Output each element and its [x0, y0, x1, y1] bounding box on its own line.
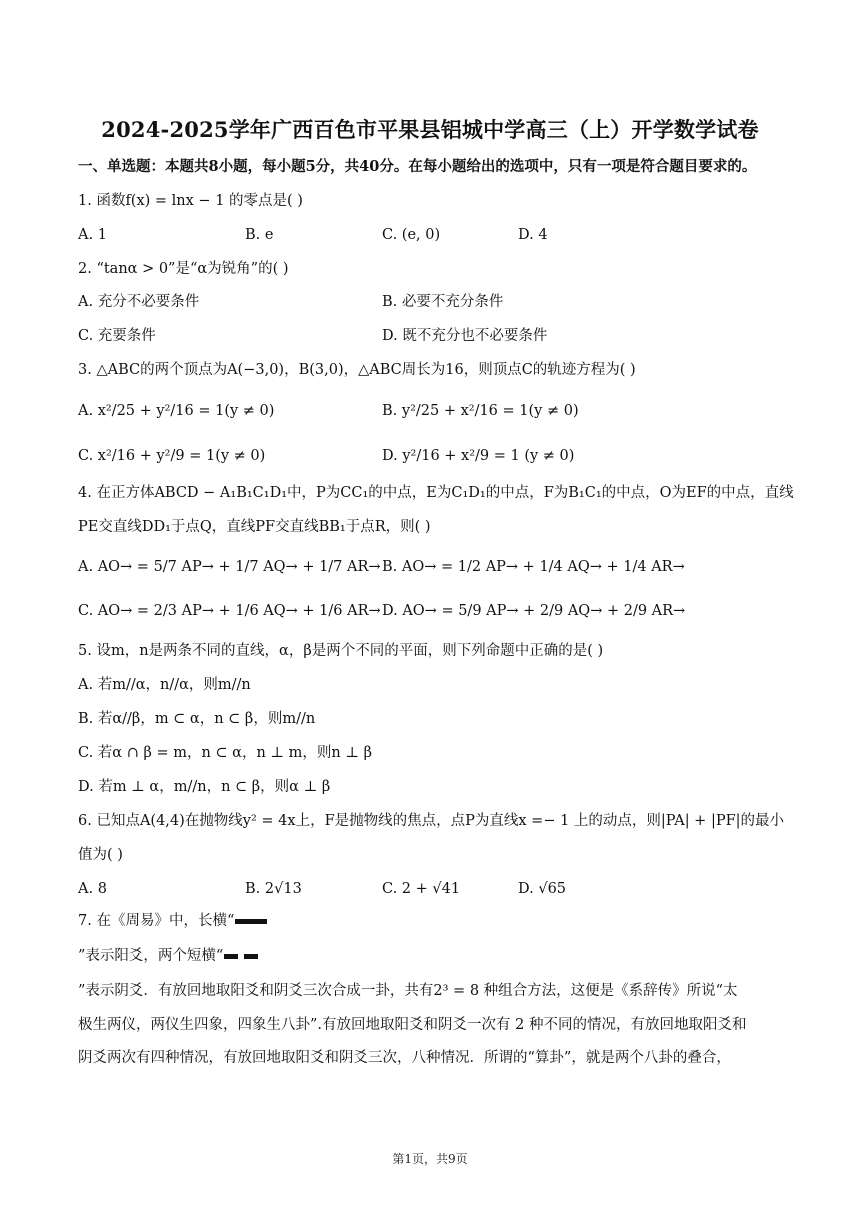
q3-option-d: D. y²/16 + x²/9 = 1 (y ≠ 0) — [382, 448, 575, 464]
q6-option-d: D. √65 — [518, 881, 567, 897]
q3-option-b: B. y²/25 + x²/16 = 1(y ≠ 0) — [382, 403, 579, 419]
q2-option-a: A. 充分不必要条件 — [78, 294, 200, 310]
page-footer: 第1页，共9页 — [392, 1152, 468, 1166]
question-7-line2 — [78, 945, 259, 967]
yang-yao-symbol — [235, 919, 267, 924]
q5-option-b: B. 若α//β，m ⊂ α，n ⊂ β，则m//n — [78, 711, 316, 727]
question-7-line3: ”表示阴爻．有放回地取阳爻和阴爻三次合成一卦，共有2³ = 8 种组合方法，这便是《系辞传》所说“太 — [78, 983, 738, 999]
q5-option-c: C. 若α ∩ β = m，n ⊂ α，n ⊥ m，则n ⊥ β — [78, 745, 372, 761]
question-7-line1 — [78, 910, 268, 932]
question-7-line5: 阴爻两次有四种情况，有放回地取阳爻和阴爻三次，八种情况．所谓的“算卦”，就是两个八卦的叠合， — [78, 1050, 731, 1066]
q1-option-a: A. 1 — [78, 227, 107, 243]
question-1-stem: 1. 函数f(x) = lnx − 1 的零点是( ) — [78, 193, 303, 209]
question-3-stem: 3. △ABC的两个顶点为A(−3,0)，B(3,0)，△ABC周长为16，则顶点C的轨迹方程为( ) — [78, 362, 636, 378]
q4-option-a: A. AO→ = 5/7 AP→ + 1/7 AQ→ + 1/7 AR→ — [78, 559, 381, 575]
yin-yao-right-symbol — [244, 954, 258, 959]
q6-option-a: A. 8 — [78, 881, 107, 897]
q1-option-c: C. (e, 0) — [382, 227, 441, 243]
yin-yao-left-symbol — [224, 954, 238, 959]
question-6-stem-line1: 6. 已知点A(4,4)在抛物线y² = 4x上，F是抛物线的焦点，点P为直线x =− 1 上的动点，则|PA| + |PF|的最小 — [78, 813, 785, 829]
q1-option-b: B. e — [245, 227, 274, 243]
q7-text-2: ”表示阳爻，两个短横“ — [78, 948, 224, 964]
page-title: 2024-2025学年广西百色市平果县铝城中学高三（上）开学数学试卷 — [101, 117, 759, 142]
q1-option-d: D. 4 — [518, 227, 548, 243]
q3-option-c: C. x²/16 + y²/9 = 1(y ≠ 0) — [78, 448, 266, 464]
q4-option-c: C. AO→ = 2/3 AP→ + 1/6 AQ→ + 1/6 AR→ — [78, 603, 381, 619]
question-5-stem: 5. 设m，n是两条不同的直线，α，β是两个不同的平面，则下列命题中正确的是( ) — [78, 643, 604, 659]
question-7-line4: 极生两仪，两仪生四象，四象生八卦”.有放回地取阳爻和阴爻一次有 2 种不同的情况，有放回地取阳爻和 — [78, 1017, 747, 1033]
section-heading: 一、单选题：本题共8小题，每小题5分，共40分。在每小题给出的选项中，只有一项是符合题目要求的。 — [78, 158, 757, 175]
q2-option-c: C. 充要条件 — [78, 328, 156, 344]
q2-option-d: D. 既不充分也不必要条件 — [382, 328, 548, 344]
q2-option-b: B. 必要不充分条件 — [382, 294, 504, 310]
q6-option-b: B. 2√13 — [245, 881, 302, 897]
q4-option-d: D. AO→ = 5/9 AP→ + 2/9 AQ→ + 2/9 AR→ — [382, 603, 686, 619]
question-4-stem-line1: 4. 在正方体ABCD − A₁B₁C₁D₁中，P为CC₁的中点，E为C₁D₁的中点，F为B₁C₁的中点，O为EF的中点，直线 — [78, 485, 794, 501]
q5-option-a: A. 若m//α，n//α，则m//n — [78, 677, 251, 693]
question-4-stem-line2: PE交直线DD₁于点Q，直线PF交直线BB₁于点R，则( ) — [78, 519, 431, 535]
question-6-stem-line2: 值为( ) — [78, 847, 123, 863]
question-2-stem: 2. “tanα > 0”是“α为锐角”的( ) — [78, 261, 289, 277]
q6-option-c: C. 2 + √41 — [382, 881, 461, 897]
q4-option-b: B. AO→ = 1/2 AP→ + 1/4 AQ→ + 1/4 AR→ — [382, 559, 685, 575]
q3-option-a: A. x²/25 + y²/16 = 1(y ≠ 0) — [78, 403, 275, 419]
q5-option-d: D. 若m ⊥ α，m//n，n ⊂ β，则α ⊥ β — [78, 779, 331, 795]
q7-text-1: 7. 在《周易》中，长横“ — [78, 913, 235, 929]
